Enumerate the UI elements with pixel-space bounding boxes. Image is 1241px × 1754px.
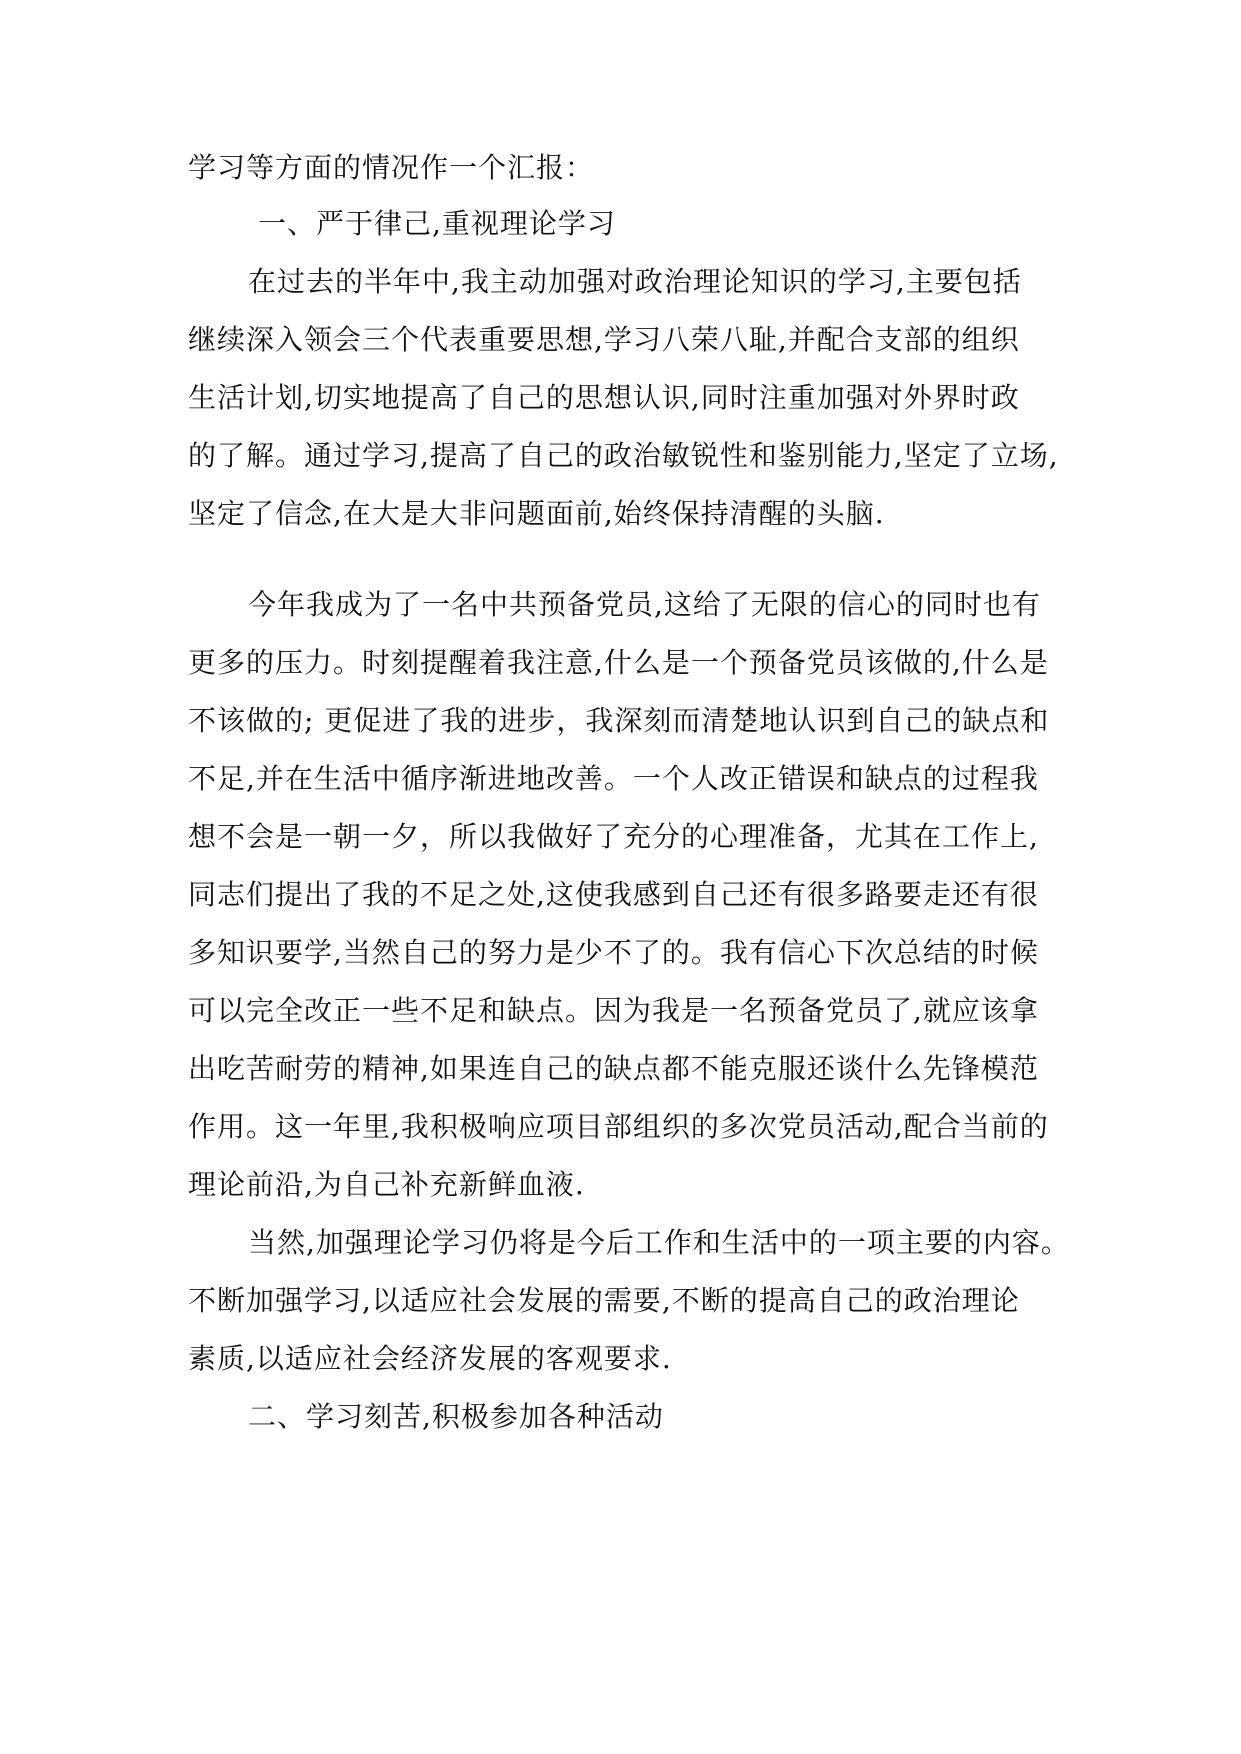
text-line: 不该做的; 更促进了我的进步，我深刻而清楚地认识到自己的缺点和 xyxy=(188,704,1050,737)
text-line: 的了解。通过学习,提高了自己的政治敏锐性和鉴别能力,坚定了立场, xyxy=(188,439,1059,472)
text-line: 素质,以适应社会经济发展的客观要求. xyxy=(188,1342,672,1375)
text-line: 当然,加强理论学习仍将是今后工作和生活中的一项主要的内容。 xyxy=(248,1226,1070,1259)
text-line: 想不会是一朝一夕，所以我做好了充分的心理准备，尤其在工作上, xyxy=(188,820,1039,853)
text-line: 今年我成为了一名中共预备党员,这给了无限的信心的同时也有 xyxy=(248,588,1041,621)
text-line: 同志们提出了我的不足之处,这使我感到自己还有很多路要走还有很 xyxy=(188,878,1039,911)
text-line: 不断加强学习,以适应社会发展的需要,不断的提高自己的政治理论 xyxy=(188,1284,1020,1317)
text-line: 在过去的半年中,我主动加强对政治理论知识的学习,主要包括 xyxy=(248,265,1022,298)
text-line: 多知识要学,当然自己的努力是少不了的。我有信心下次总结的时候 xyxy=(188,936,1039,969)
text-line: 不足,并在生活中循序渐进地改善。一个人改正错误和缺点的过程我 xyxy=(188,762,1039,795)
text-line: 作用。这一年里,我积极响应项目部组织的多次党员活动,配合当前的 xyxy=(188,1110,1049,1143)
text-line: 坚定了信念,在大是大非问题面前,始终保持清醒的头脑. xyxy=(188,497,885,530)
text-line: 更多的压力。时刻提醒着我注意,什么是一个预备党员该做的,什么是 xyxy=(188,646,1049,679)
text-line: 出吃苦耐劳的精神,如果连自己的缺点都不能克服还谈什么先锋模范 xyxy=(188,1052,1039,1085)
text-line: 继续深入领会三个代表重要思想,学习八荣八耻,并配合支部的组织 xyxy=(188,323,1020,356)
text-line: 可以完全改正一些不足和缺点。因为我是一名预备党员了,就应该拿 xyxy=(188,994,1039,1027)
text-line: 学习等方面的情况作一个汇报： xyxy=(188,151,595,184)
section-heading: 二、学习刻苦,积极参加各种活动 xyxy=(248,1400,664,1433)
text-line: 生活计划,切实地提高了自己的思想认识,同时注重加强对外界时政 xyxy=(188,381,1020,414)
section-heading: 一、严于律己,重视理论学习 xyxy=(258,207,616,240)
text-line: 理论前沿,为自己补充新鲜血液. xyxy=(188,1168,585,1201)
